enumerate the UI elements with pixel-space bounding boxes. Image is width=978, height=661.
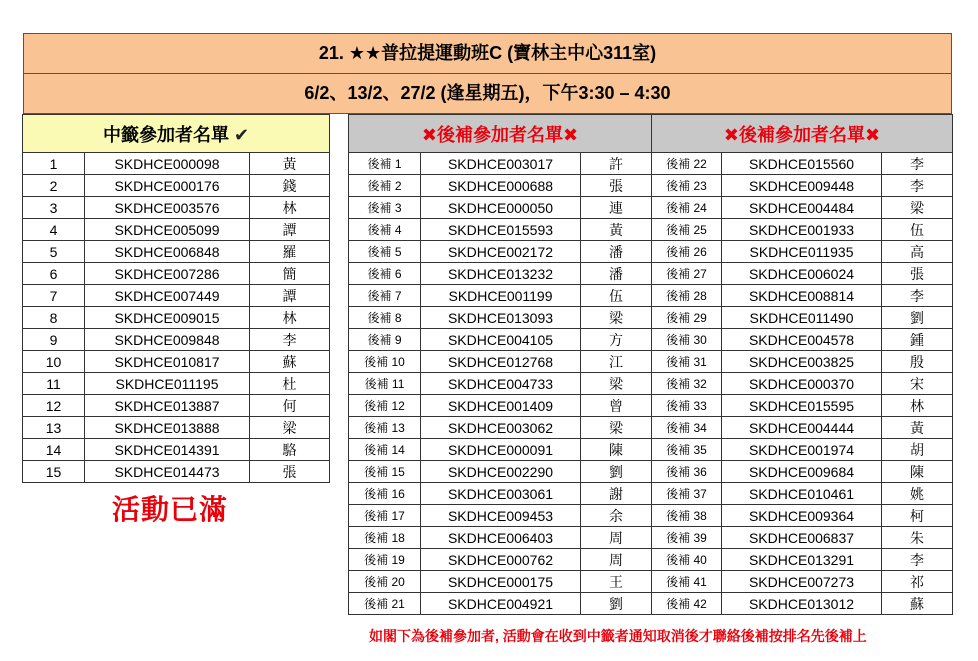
row-number: 後補 26 [652,241,722,263]
row-number: 10 [23,351,85,373]
member-id: SKDHCE009448 [722,175,882,197]
member-id: SKDHCE015560 [722,153,882,175]
table-row [349,329,652,351]
surname: 黃 [882,417,953,439]
table-row [652,505,953,527]
member-id: SKDHCE009364 [722,505,882,527]
table-row [349,483,652,505]
table-row [349,593,652,615]
surname: 駱 [250,439,330,461]
member-id: SKDHCE000762 [421,549,581,571]
surname: 高 [882,241,953,263]
row-number: 11 [23,373,85,395]
member-id: SKDHCE004578 [722,329,882,351]
table-row [23,307,330,329]
surname: 曾 [581,395,652,417]
table-header-row [349,115,652,153]
member-id: SKDHCE009015 [85,307,250,329]
table-row [349,461,652,483]
row-number: 5 [23,241,85,263]
table-row [349,549,652,571]
row-number: 14 [23,439,85,461]
member-id: SKDHCE001974 [722,439,882,461]
surname: 何 [250,395,330,417]
table-row [23,395,330,417]
table-row [23,197,330,219]
surname: 胡 [882,439,953,461]
table-row [23,439,330,461]
member-id: SKDHCE011935 [722,241,882,263]
member-id: SKDHCE011195 [85,373,250,395]
row-number: 後補 4 [349,219,421,241]
member-id: SKDHCE006024 [722,263,882,285]
member-id: SKDHCE006837 [722,527,882,549]
table-row [652,571,953,593]
member-id: SKDHCE004921 [421,593,581,615]
row-number: 後補 24 [652,197,722,219]
table-row [23,351,330,373]
member-id: SKDHCE013887 [85,395,250,417]
row-number: 後補 17 [349,505,421,527]
surname: 李 [250,329,330,351]
member-id: SKDHCE000175 [421,571,581,593]
table-row [23,285,330,307]
table-row [349,351,652,373]
row-number: 後補 18 [349,527,421,549]
member-id: SKDHCE014473 [85,461,250,483]
surname: 錢 [250,175,330,197]
member-id: SKDHCE003825 [722,351,882,373]
member-id: SKDHCE004105 [421,329,581,351]
row-number: 後補 2 [349,175,421,197]
surname: 梁 [250,417,330,439]
member-id: SKDHCE000091 [421,439,581,461]
member-id: SKDHCE014391 [85,439,250,461]
member-id: SKDHCE006848 [85,241,250,263]
table-row [652,285,953,307]
surname: 劉 [581,461,652,483]
surname: 譚 [250,285,330,307]
member-id: SKDHCE013093 [421,307,581,329]
member-id: SKDHCE000098 [85,153,250,175]
surname: 張 [250,461,330,483]
member-id: SKDHCE004733 [421,373,581,395]
waitlist-table-1 [348,114,652,615]
row-number: 後補 28 [652,285,722,307]
member-id: SKDHCE005099 [85,219,250,241]
table-row [349,197,652,219]
member-id: SKDHCE013232 [421,263,581,285]
table-row [652,439,953,461]
surname: 張 [882,263,953,285]
member-id: SKDHCE000688 [421,175,581,197]
table-row [652,461,953,483]
schedule-banner: 6/2、13/2、27/2 (逢星期五)，下午3:30 – 4:30 [23,73,952,114]
table-row [349,175,652,197]
selected-participants-table [22,114,330,483]
surname: 姚 [882,483,953,505]
surname: 連 [581,197,652,219]
member-id: SKDHCE009848 [85,329,250,351]
table-row [23,241,330,263]
table-row [349,241,652,263]
table-row [652,263,953,285]
table-row [349,395,652,417]
surname: 簡 [250,263,330,285]
member-id: SKDHCE000370 [722,373,882,395]
surname: 謝 [581,483,652,505]
surname: 伍 [882,219,953,241]
row-number: 後補 33 [652,395,722,417]
surname: 林 [882,395,953,417]
member-id: SKDHCE009453 [421,505,581,527]
surname: 梁 [882,197,953,219]
table-row [349,439,652,461]
row-number: 後補 6 [349,263,421,285]
surname: 方 [581,329,652,351]
row-number: 後補 31 [652,351,722,373]
member-id: SKDHCE015595 [722,395,882,417]
member-id: SKDHCE010461 [722,483,882,505]
surname: 張 [581,175,652,197]
table-row [652,241,953,263]
surname: 黃 [581,219,652,241]
surname: 黃 [250,153,330,175]
cross-icon: ✖ [421,124,437,145]
surname: 周 [581,549,652,571]
member-id: SKDHCE003062 [421,417,581,439]
member-id: SKDHCE002290 [421,461,581,483]
row-number: 後補 32 [652,373,722,395]
table-row [23,417,330,439]
surname: 劉 [581,593,652,615]
member-id: SKDHCE000176 [85,175,250,197]
surname: 殷 [882,351,953,373]
surname: 梁 [581,307,652,329]
row-number: 後補 14 [349,439,421,461]
table-row [23,461,330,483]
row-number: 後補 10 [349,351,421,373]
table-row [652,351,953,373]
table-row [652,417,953,439]
table-row [652,329,953,351]
row-number: 後補 13 [349,417,421,439]
member-id: SKDHCE001199 [421,285,581,307]
row-number: 9 [23,329,85,351]
member-id: SKDHCE013012 [722,593,882,615]
table-row [349,373,652,395]
member-id: SKDHCE000050 [421,197,581,219]
row-number: 15 [23,461,85,483]
surname: 梁 [581,373,652,395]
row-number: 後補 34 [652,417,722,439]
table-row [23,263,330,285]
row-number: 後補 38 [652,505,722,527]
surname: 劉 [882,307,953,329]
surname: 余 [581,505,652,527]
waitlist-header-2 [652,115,953,153]
table-row [652,219,953,241]
member-id: SKDHCE011490 [722,307,882,329]
row-number: 後補 23 [652,175,722,197]
member-id: SKDHCE004444 [722,417,882,439]
table-row [652,549,953,571]
waitlist-title: 後補參加者名單 [739,124,865,145]
row-number: 4 [23,219,85,241]
table-row [349,571,652,593]
check-mark-icon: ✔ [233,124,250,145]
surname: 陳 [581,439,652,461]
surname: 蘇 [250,351,330,373]
surname: 杜 [250,373,330,395]
table-row [652,373,953,395]
row-number: 後補 5 [349,241,421,263]
waitlist-title: 後補參加者名單 [437,124,563,145]
row-number: 後補 27 [652,263,722,285]
row-number: 2 [23,175,85,197]
row-number: 後補 41 [652,571,722,593]
row-number: 後補 16 [349,483,421,505]
surname: 蘇 [882,593,953,615]
table-row [349,153,652,175]
member-id: SKDHCE012768 [421,351,581,373]
row-number: 後補 40 [652,549,722,571]
selected-list-header [23,115,330,153]
table-row [23,219,330,241]
member-id: SKDHCE004484 [722,197,882,219]
member-id: SKDHCE006403 [421,527,581,549]
surname: 鍾 [882,329,953,351]
member-id: SKDHCE001409 [421,395,581,417]
surname: 朱 [882,527,953,549]
member-id: SKDHCE002172 [421,241,581,263]
row-number: 7 [23,285,85,307]
row-number: 12 [23,395,85,417]
table-row [349,219,652,241]
row-number: 後補 22 [652,153,722,175]
surname: 林 [250,197,330,219]
row-number: 後補 39 [652,527,722,549]
member-id: SKDHCE003061 [421,483,581,505]
table-row [652,307,953,329]
row-number: 後補 35 [652,439,722,461]
row-number: 後補 19 [349,549,421,571]
table-row [349,417,652,439]
table-header-row [652,115,953,153]
surname: 周 [581,527,652,549]
surname: 柯 [882,505,953,527]
row-number: 後補 20 [349,571,421,593]
row-number: 後補 3 [349,197,421,219]
row-number: 後補 29 [652,307,722,329]
table-row [23,373,330,395]
table-row [652,175,953,197]
surname: 陳 [882,461,953,483]
table-row [23,153,330,175]
table-row [349,307,652,329]
member-id: SKDHCE007273 [722,571,882,593]
row-number: 8 [23,307,85,329]
row-number: 後補 37 [652,483,722,505]
row-number: 後補 15 [349,461,421,483]
waitlist-footnote: 如閣下為後補參加者, 活動會在收到中籤者通知取消後才聯絡後補按排名先後補上 [369,628,867,644]
member-id: SKDHCE013291 [722,549,882,571]
table-row [652,395,953,417]
member-id: SKDHCE013888 [85,417,250,439]
table-row [23,175,330,197]
surname: 羅 [250,241,330,263]
surname: 江 [581,351,652,373]
page-title: 21. ★★普拉提運動班C (寶林主中心311室) [23,33,952,74]
member-id: SKDHCE003017 [421,153,581,175]
table-row [349,285,652,307]
table-row [349,505,652,527]
surname: 潘 [581,241,652,263]
surname: 李 [882,285,953,307]
table-row [652,527,953,549]
surname: 李 [882,175,953,197]
cross-icon: ✖ [563,124,579,145]
surname: 宋 [882,373,953,395]
surname: 潘 [581,263,652,285]
member-id: SKDHCE007449 [85,285,250,307]
table-row [652,197,953,219]
member-id: SKDHCE015593 [421,219,581,241]
row-number: 3 [23,197,85,219]
surname: 伍 [581,285,652,307]
table-row [349,527,652,549]
row-number: 6 [23,263,85,285]
surname: 王 [581,571,652,593]
table-row [652,483,953,505]
row-number: 後補 30 [652,329,722,351]
row-number: 後補 8 [349,307,421,329]
row-number: 後補 12 [349,395,421,417]
surname: 李 [882,549,953,571]
row-number: 後補 9 [349,329,421,351]
row-number: 1 [23,153,85,175]
waitlist-table-2 [651,114,953,615]
surname: 林 [250,307,330,329]
row-number: 13 [23,417,85,439]
row-number: 後補 1 [349,153,421,175]
row-number: 後補 11 [349,373,421,395]
surname: 祁 [882,571,953,593]
row-number: 後補 42 [652,593,722,615]
member-id: SKDHCE010817 [85,351,250,373]
row-number: 後補 36 [652,461,722,483]
member-id: SKDHCE003576 [85,197,250,219]
member-id: SKDHCE001933 [722,219,882,241]
table-row [652,593,953,615]
row-number: 後補 21 [349,593,421,615]
surname: 許 [581,153,652,175]
table-header-row [23,115,330,153]
member-id: SKDHCE007286 [85,263,250,285]
surname: 李 [882,153,953,175]
surname: 梁 [581,417,652,439]
table-row [349,263,652,285]
waitlist-header-1 [349,115,652,153]
table-row [652,153,953,175]
row-number: 後補 7 [349,285,421,307]
surname: 譚 [250,219,330,241]
member-id: SKDHCE008814 [722,285,882,307]
table-row [23,329,330,351]
member-id: SKDHCE009684 [722,461,882,483]
row-number: 後補 25 [652,219,722,241]
selected-list-title: 中籤參加者名單 [102,124,229,145]
cross-icon: ✖ [865,124,881,145]
cross-icon: ✖ [723,124,739,145]
activity-full-notice: 活動已滿 [112,494,229,525]
